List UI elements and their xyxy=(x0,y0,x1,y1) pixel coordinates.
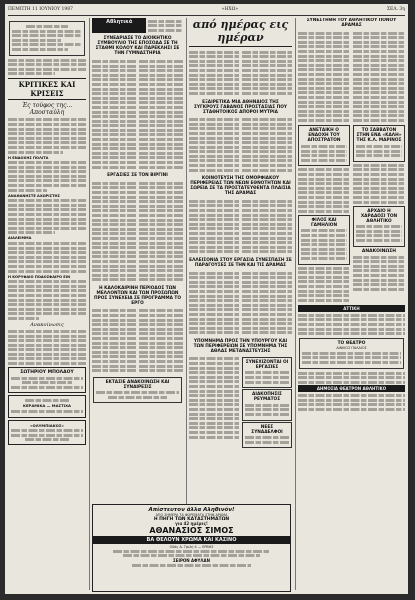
sports-notice-box xyxy=(93,377,182,403)
info-box xyxy=(353,206,405,247)
news-headline: ΚΟΙΝΟΤΕΥΣΗ ΤΗΣ ΟΜΟΡΦΙΑΚΟΥ ΠΕΡΙΦΕΡΕΙΑΣ ΤΩΝ ΝΕΩΝ ΕΘΝΟΤΗΤΩΝ ΚΑΙ ΣΩΡΕΙΑ ΣΕ ΤΑ ΠΡΟΣΤΑΤΕΥΘΕΝΤΑ ΠΛΑΙΣΙΑ ΤΗΣ ΔΡΑΜΑΣ xyxy=(190,176,291,197)
section-heading: ΔΙΑΛΕΙΜΜΑ xyxy=(8,236,32,241)
advert-shop-title: ΣΩΤΗΡΙΟΥ ΜΠΟΛΑΟΥ xyxy=(20,370,74,376)
sports-pony-headline: ΣΥΝΕΣΤΗΘΗ ΤΟΥ ΑΘΛΗΤΙΚΟΥ ΠΟΝΟΥ ΔΡΑΜΑΣ xyxy=(306,18,397,28)
news-small-box-title: ΝΕΕΣ ΣΥΝΑΔΕΛΦΟΙ xyxy=(251,424,283,435)
theatre-box xyxy=(299,338,404,368)
column-1 xyxy=(8,18,86,591)
section-heading: Η ΕΝΔΟΧΗΣ ΠΟΛΙΤΑ xyxy=(8,155,49,160)
news-headline: ΥΠΟΜΝΗΜΑ ΠΡΟΣ ΤΗΝ ΥΠΟΥΡΓΟΥ ΚΑΙ ΤΩΝ ΠΕΡΙΦΕΡΕΙΩΝ ΣΕ ΥΠΟΜΝΗΜΑ ΤΗΣ ΑΘΛΑΣ ΜΕΤΑΝΑΣΤΕΥΣΗΣ xyxy=(193,338,288,354)
announcement-title: ΑΝΑΚΟΙΝΩΣΗ xyxy=(361,248,397,254)
column-rule xyxy=(89,18,90,590)
advert-ceramics xyxy=(8,395,86,417)
sports-headline: ΣΥΝΕΔΡΙΑΣΕ ΤΟ ΔΙΟΙΚΗΤΙΚΟ ΣΥΜΒΟΥΛΙΟ ΤΗΣ ΕΠΟΣΟΔΑ ΣΕ ΤΗ ΣΤΑΘΜΙ ΚΟΛΟΥ ΚΑΙ ΠΑΡΕΚΛΗΣΙ ΣΕ ΤΗΝ ΓΥΜΝΑΣΤΗΡΙΑ xyxy=(95,36,180,57)
news-small-box-title: ΣΥΝΕΧΙΖΟΝΤΑΙ ΟΙ ΕΡΓΑΣΙΕΣ xyxy=(245,359,289,370)
news-small-box xyxy=(242,422,292,449)
sports-notice-title: ΕΚΤΑΣΙΕ ΑΝΑΚΟΙΝΩΣΗ ΚΑΙ ΣΥΝΑΙΡΕΣΙΣ xyxy=(105,379,170,390)
kritikes-title: ΚΡΙΤΙΚΕΣ ΚΑΙ ΚΡΙΣΕΙΣ xyxy=(8,78,86,100)
masthead-box xyxy=(9,21,85,56)
info-box-title: ΦΙΛΟΣ ΚΑΙ ΓΑΜΗΛΙΟΝ xyxy=(310,217,338,228)
info-box-title: ΑΡΧΑΙΟ Η ΧΑΡΑΔΟΣΙ ΤΟΝ ΑΘΛΗΤΙΚΟ xyxy=(360,208,398,224)
sports-headline: Η ΚΑΛΟΚΑΙΡΙΝΗ ΠΕΡΙΟΔΟΣ ΤΩΝ ΜΕΛΛΟΝΤΩΝ ΚΑΙ ΤΩΝ ΠΡΟΣΩΠΩΝ ΠΡΟΣ ΣΥΝΕΧΕΙΑ ΣΕ ΠΡΟΓΡΑΜΜΑ ΤΟ ΕΡΓΟ xyxy=(93,285,181,306)
advert-line1: Απίστευτον άλλα Αληθινόν! xyxy=(148,507,235,513)
advert-ceramics-title: ΚΕΡΑΜΙΚΑ — ΜΑΣΤΙΧΑ xyxy=(23,403,71,409)
advert-shop xyxy=(8,367,86,393)
info-box-title: ΤΟ ΣΑΒΒΑΤΟΝ ΣΤΗΝ ΕΝΑ «ΚΑΛΗ» ΤΗΣ Κ.Λ. ΜΑΡΙΝΟΣ xyxy=(356,128,402,144)
info-box xyxy=(298,215,350,265)
advert-address: Οδός Α. Τριλή 4 — ΕΡΒΗΣ xyxy=(169,545,214,549)
sports-header xyxy=(92,18,183,33)
advert-line4: για 42 ημέρες! xyxy=(175,521,208,526)
news-headline: ΕΞΑΙΡΕΤΙΚΑ ΜΙΑ ΑΘΗΝΑΙΟΣ ΤΗΣ ΣΥΓΚΡΟΥΣ ΓΑΒΑΝΟΣ ΠΡΟΣΤΑΣΙΑΣ ΠΟΥ ΣΤΑΘΗΤΟΙΚΟΣ ΑΠΟΡΟΙ ΜΥΤΡΙΑ xyxy=(193,99,288,115)
notice-heading: Ανακοίνωσις xyxy=(30,321,64,328)
header-title: «ΗΧΩ» xyxy=(221,7,239,12)
advert-footer: ΣΕΙΡΟΝ ΑΦΥΛΑΝ xyxy=(173,558,210,563)
sports-logo: Αθλητικά xyxy=(92,18,146,33)
theatre-box-title: ΤΟ ΘΕΑΤΡΟ xyxy=(337,341,366,347)
column-4 xyxy=(298,18,405,591)
column-rule xyxy=(295,18,296,590)
news-small-box-title: ΔΙΑΚΟΠΗΣΙΣ ΡΕΥΜΑΤΟΣ xyxy=(252,392,282,403)
daily-banner: από ημέρας εις ημέραν xyxy=(189,18,292,47)
header-date: ΠΕΜΠΤΗ 11 ΙΟΥΝΙΟΥ 1987 xyxy=(8,7,73,12)
page-header xyxy=(8,7,405,16)
news-small-box xyxy=(242,389,292,420)
footer-bar: ΔΗΜΟΣΙΑ ΘΕΑΤΡΟΝ ΑΘΛΗΤΙΚΟ xyxy=(298,385,405,392)
header-page-number: ΣΕΛ. 3η xyxy=(386,7,405,12)
theatre-box-subtitle: ΔΙΝΙΚΟΣ ΠΑΛΑΙΟΣ xyxy=(336,346,367,351)
advert-line5: ΒΑ ΘΕΛΟΥΝ ΧΡΩΜΑ ΚΑΙ ΚΑΣΙΝΟ xyxy=(93,536,290,544)
section-heading: Η ΚΟΡΥΦΑΙΟ ΠΟΔΟΣΦΑΙΡΟ ΕΙΝ xyxy=(8,274,71,279)
advert-line2: ΑΠΟ ΣΗΜΕΡΑ ΤΑ ΦΟΡΕΜΑΤΑ ΣΤΗΝ ΔΡΑΜΑ xyxy=(155,513,228,517)
section-heading: ΑΝΑΘΑΝΗΣΤΕ ΑΧΩΡΙΣΤΗΣ xyxy=(8,193,60,198)
kritikes-subtitle: Ές τούφος της... Αποσταύλη xyxy=(21,102,73,117)
info-box xyxy=(353,125,405,161)
advert-olympiakos-title: «ΟΛΥΜΠΙΑΚΟΣ» xyxy=(30,422,64,428)
advert-olympiakos xyxy=(8,420,86,446)
info-box-title: ΑΝΕΤΑΙΚΗ Ο ΕΝΔΟΧΗ ΤΟΥ ΑΠΟΣΤΡΑΤΟΝ xyxy=(307,128,341,144)
info-box xyxy=(298,125,350,166)
sports-headline: ΕΡΓΑΣΙΕΣ ΣΕ ΤΟΝ ΒΙΡΓΙΝΙ xyxy=(107,173,168,179)
news-headline: ΕΛΛΕΙΣΟΝΙΑ ΣΤΟΥ ΕΡΓΑΣΙΑ ΣΥΝΕΣΠΑΣΗ ΣΕ ΠΑΡΑΓΟΥΣΕΣ ΣΕ ΤΗΝ ΚΑΙ ΤΙΣ ΔΡΑΜΑΣ xyxy=(189,257,292,268)
advert-line3: Η ΠΗΓΗ ΤΩΝ ΚΑΤΑΣΤΗΜΑΤΩΝ xyxy=(153,517,230,522)
newspaper-page xyxy=(5,4,408,594)
attiki-bar: ΑΤΤΙΚΗ xyxy=(298,305,405,312)
display-advert xyxy=(92,504,291,592)
advert-name: ΑΘΑΝΑΣΙΟΣ ΣΙΜΟΣ xyxy=(149,526,234,535)
news-small-box xyxy=(242,357,292,388)
